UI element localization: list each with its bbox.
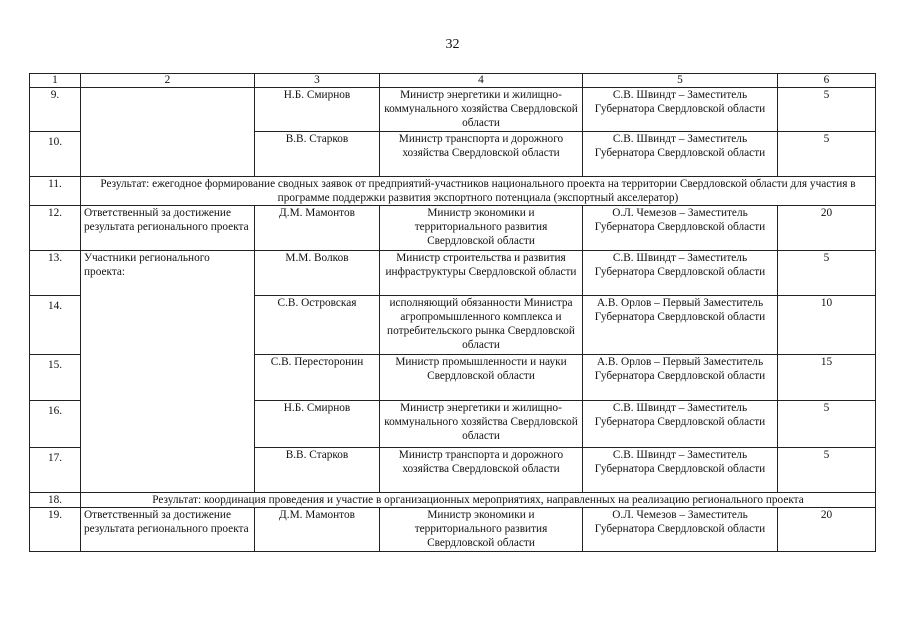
row-number: 10. [30,132,81,177]
table-header-row [30,74,876,88]
row-number: 19. [30,508,81,552]
involvement-value: 5 [778,401,876,448]
table-row [30,508,876,552]
involvement-value: 20 [778,508,876,552]
person-position: Министр транспорта и дорожного хозяйства Свердловской области [380,448,583,493]
result-row [30,493,876,508]
supervisor: О.Л. Чемезов – Заместитель Губернатора Свердловской области [583,508,778,552]
supervisor: С.В. Швиндт – Заместитель Губернатора Свердловской области [583,88,778,132]
person-position: Министр энергетики и жилищно-коммунального хозяйства Свердловской области [380,88,583,132]
supervisor: А.В. Орлов – Первый Заместитель Губернатора Свердловской области [583,355,778,401]
row-number: 18. [30,493,81,508]
supervisor: О.Л. Чемезов – Заместитель Губернатора Свердловской области [583,206,778,251]
involvement-value: 5 [778,448,876,493]
person-name: С.В. Островская [255,296,380,355]
row-number: 9. [30,88,81,132]
table-row [30,88,876,132]
result-text: Результат: ежегодное формирование сводных заявок от предприятий-участников национального проекта на территории Свердловской области для участия в программе поддержки развития экспортного потенциала (экспортный акселератор) [81,177,876,206]
person-name: Д.М. Мамонтов [255,508,380,552]
involvement-value: 15 [778,355,876,401]
role-cell: Участники регионального проекта: [81,251,255,493]
supervisor: С.В. Швиндт – Заместитель Губернатора Свердловской области [583,401,778,448]
result-text: Результат: координация проведения и участие в организационных мероприятиях, направленных на реализацию регионального проекта [81,493,876,508]
person-name: Н.Б. Смирнов [255,401,380,448]
header-col-5: 5 [583,74,778,88]
header-col-4: 4 [380,74,583,88]
person-position: Министр энергетики и жилищно-коммунального хозяйства Свердловской области [380,401,583,448]
supervisor: А.В. Орлов – Первый Заместитель Губернатора Свердловской области [583,296,778,355]
header-col-6: 6 [778,74,876,88]
person-name: Д.М. Мамонтов [255,206,380,251]
person-name: В.В. Старков [255,448,380,493]
role-cell: Ответственный за достижение результата регионального проекта [81,206,255,251]
involvement-value: 5 [778,251,876,296]
person-position: Министр экономики и территориального развития Свердловской области [380,206,583,251]
supervisor: С.В. Швиндт – Заместитель Губернатора Свердловской области [583,132,778,177]
person-position: Министр транспорта и дорожного хозяйства Свердловской области [380,132,583,177]
table-row [30,251,876,296]
row-number: 14. [30,296,81,355]
person-name: М.М. Волков [255,251,380,296]
row-number: 13. [30,251,81,296]
role-cell-empty [81,88,255,177]
row-number: 12. [30,206,81,251]
header-col-3: 3 [255,74,380,88]
result-row [30,177,876,206]
person-position: Министр экономики и территориального развития Свердловской области [380,508,583,552]
supervisor: С.В. Швиндт – Заместитель Губернатора Свердловской области [583,251,778,296]
involvement-value: 10 [778,296,876,355]
person-position: Министр промышленности и науки Свердловской области [380,355,583,401]
person-name: Н.Б. Смирнов [255,88,380,132]
row-number: 17. [30,448,81,493]
involvement-value: 5 [778,88,876,132]
involvement-value: 20 [778,206,876,251]
header-col-1: 1 [30,74,81,88]
involvement-value: 5 [778,132,876,177]
person-name: С.В. Пересторонин [255,355,380,401]
header-col-2: 2 [81,74,255,88]
role-cell: Ответственный за достижение результата регионального проекта [81,508,255,552]
person-position: исполняющий обязанности Министра агропромышленного комплекса и потребительского рынка Свердловской области [380,296,583,355]
person-position: Министр строительства и развития инфраструктуры Свердловской области [380,251,583,296]
supervisor: С.В. Швиндт – Заместитель Губернатора Свердловской области [583,448,778,493]
page-number: 32 [445,37,460,52]
table-row [30,206,876,251]
project-participants-table [29,73,876,552]
row-number: 15. [30,355,81,401]
person-name: В.В. Старков [255,132,380,177]
row-number: 16. [30,401,81,448]
row-number: 11. [30,177,81,206]
